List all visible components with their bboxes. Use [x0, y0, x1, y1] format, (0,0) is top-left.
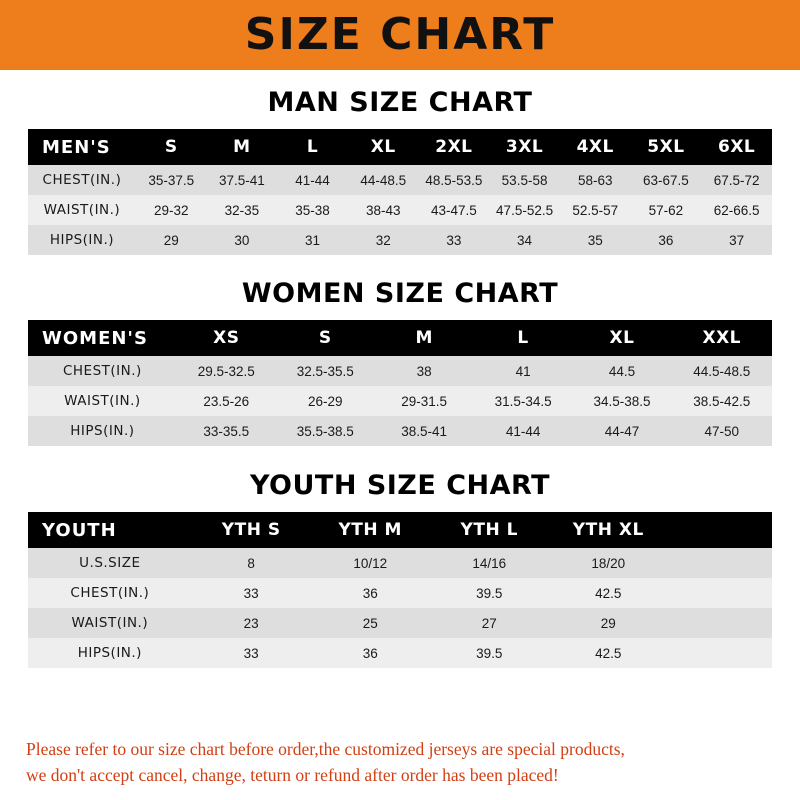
youth-section-title: YOUTH SIZE CHART	[249, 470, 551, 501]
table-cell: 29.5-32.5	[177, 356, 276, 386]
table-cell: 42.5	[549, 578, 668, 608]
table-cell: 32-35	[207, 195, 278, 225]
table-row	[28, 356, 772, 386]
table-cell: 33-35.5	[177, 416, 276, 446]
header-cell: XL	[573, 320, 672, 356]
table-cell: 30	[207, 225, 278, 255]
table-row	[28, 638, 772, 668]
table-cell: 43-47.5	[419, 195, 490, 225]
row-label: CHEST(IN.)	[28, 165, 136, 195]
table-cell: 8	[192, 548, 311, 578]
header-cell: YTH M	[311, 512, 430, 548]
table-cell: 14/16	[430, 548, 549, 578]
header-cell: 4XL	[560, 129, 631, 165]
table-cell: 37.5-41	[207, 165, 278, 195]
table-cell: 34.5-38.5	[573, 386, 672, 416]
table-cell: 67.5-72	[701, 165, 772, 195]
row-label: WAIST(IN.)	[28, 195, 136, 225]
table-cell: 31	[277, 225, 348, 255]
women-size-table-wrap	[28, 320, 772, 446]
header-cell: XS	[177, 320, 276, 356]
header-cell: S	[136, 129, 207, 165]
table-cell: 52.5-57	[560, 195, 631, 225]
table-cell: 44.5	[573, 356, 672, 386]
header-cell: L	[474, 320, 573, 356]
table-cell: 38-43	[348, 195, 419, 225]
row-label: HIPS(IN.)	[28, 638, 192, 668]
header-cell: 2XL	[419, 129, 490, 165]
table-cell: 44.5-48.5	[672, 356, 773, 386]
table-cell: 39.5	[430, 638, 549, 668]
table-cell: 58-63	[560, 165, 631, 195]
table-cell: 42.5	[549, 638, 668, 668]
man-size-table	[28, 129, 772, 255]
table-cell: 33	[192, 638, 311, 668]
table-cell: 47-50	[672, 416, 773, 446]
table-row	[28, 386, 772, 416]
youth-size-table-wrap	[28, 512, 772, 668]
table-header-row	[28, 129, 772, 165]
table-cell: 29-32	[136, 195, 207, 225]
table-cell: 31.5-34.5	[474, 386, 573, 416]
table-cell: 44-47	[573, 416, 672, 446]
table-cell: 23.5-26	[177, 386, 276, 416]
table-cell: 41-44	[277, 165, 348, 195]
table-row	[28, 165, 772, 195]
header-cell: L	[277, 129, 348, 165]
header-cell: M	[207, 129, 278, 165]
table-cell: 29	[549, 608, 668, 638]
table-cell: 18/20	[549, 548, 668, 578]
table-row	[28, 548, 772, 578]
youth-size-table	[28, 512, 772, 668]
table-cell: 35-38	[277, 195, 348, 225]
table-header-row	[28, 512, 772, 548]
table-row	[28, 416, 772, 446]
table-cell: 53.5-58	[489, 165, 560, 195]
header-cell: YTH XL	[549, 512, 668, 548]
table-cell-spacer	[668, 608, 772, 638]
table-cell: 36	[311, 578, 430, 608]
footer-note-line-1: Please refer to our size chart before order,the customized jerseys are special products,	[26, 739, 625, 759]
row-label: HIPS(IN.)	[28, 225, 136, 255]
table-cell-spacer	[668, 578, 772, 608]
table-cell: 34	[489, 225, 560, 255]
footer-note	[0, 736, 800, 788]
row-label: U.S.SIZE	[28, 548, 192, 578]
header-cell: WOMEN'S	[28, 320, 177, 356]
row-label: CHEST(IN.)	[28, 578, 192, 608]
table-cell: 41-44	[474, 416, 573, 446]
row-label: WAIST(IN.)	[28, 608, 192, 638]
table-cell: 38	[375, 356, 474, 386]
header-cell: S	[276, 320, 375, 356]
table-cell: 23	[192, 608, 311, 638]
table-cell: 27	[430, 608, 549, 638]
man-size-table-wrap	[28, 129, 772, 255]
header-banner	[0, 0, 800, 70]
header-cell: 6XL	[701, 129, 772, 165]
header-cell: YTH S	[192, 512, 311, 548]
header-cell: YOUTH	[28, 512, 192, 548]
table-cell: 47.5-52.5	[489, 195, 560, 225]
table-cell: 33	[192, 578, 311, 608]
table-cell: 63-67.5	[631, 165, 702, 195]
women-section-title: WOMEN SIZE CHART	[241, 278, 559, 309]
table-cell: 44-48.5	[348, 165, 419, 195]
table-cell: 25	[311, 608, 430, 638]
table-cell-spacer	[668, 638, 772, 668]
header-cell: 3XL	[489, 129, 560, 165]
table-cell: 35	[560, 225, 631, 255]
table-cell: 57-62	[631, 195, 702, 225]
table-row	[28, 225, 772, 255]
table-cell: 48.5-53.5	[419, 165, 490, 195]
table-cell: 26-29	[276, 386, 375, 416]
table-row	[28, 195, 772, 225]
table-cell: 35.5-38.5	[276, 416, 375, 446]
table-cell: 10/12	[311, 548, 430, 578]
women-size-table	[28, 320, 772, 446]
table-row	[28, 608, 772, 638]
man-section-title: MAN SIZE CHART	[267, 87, 533, 118]
table-row	[28, 578, 772, 608]
header-cell: YTH L	[430, 512, 549, 548]
table-cell: 29	[136, 225, 207, 255]
header-cell: MEN'S	[28, 129, 136, 165]
row-label: HIPS(IN.)	[28, 416, 177, 446]
table-cell: 35-37.5	[136, 165, 207, 195]
footer-note-line-2: we don't accept cancel, change, teturn or refund after order has been placed!	[26, 765, 559, 785]
header-cell: 5XL	[631, 129, 702, 165]
table-cell: 36	[631, 225, 702, 255]
table-cell-spacer	[668, 548, 772, 578]
table-cell: 32.5-35.5	[276, 356, 375, 386]
table-cell: 41	[474, 356, 573, 386]
table-header-row	[28, 320, 772, 356]
row-label: CHEST(IN.)	[28, 356, 177, 386]
row-label: WAIST(IN.)	[28, 386, 177, 416]
table-cell: 37	[701, 225, 772, 255]
page-title: SIZE CHART	[244, 9, 556, 60]
header-cell-spacer	[668, 512, 772, 548]
table-cell: 38.5-42.5	[672, 386, 773, 416]
table-cell: 29-31.5	[375, 386, 474, 416]
header-cell: M	[375, 320, 474, 356]
header-cell: XL	[348, 129, 419, 165]
table-cell: 32	[348, 225, 419, 255]
header-cell: XXL	[672, 320, 773, 356]
table-cell: 62-66.5	[701, 195, 772, 225]
table-cell: 39.5	[430, 578, 549, 608]
table-cell: 36	[311, 638, 430, 668]
table-cell: 38.5-41	[375, 416, 474, 446]
table-cell: 33	[419, 225, 490, 255]
